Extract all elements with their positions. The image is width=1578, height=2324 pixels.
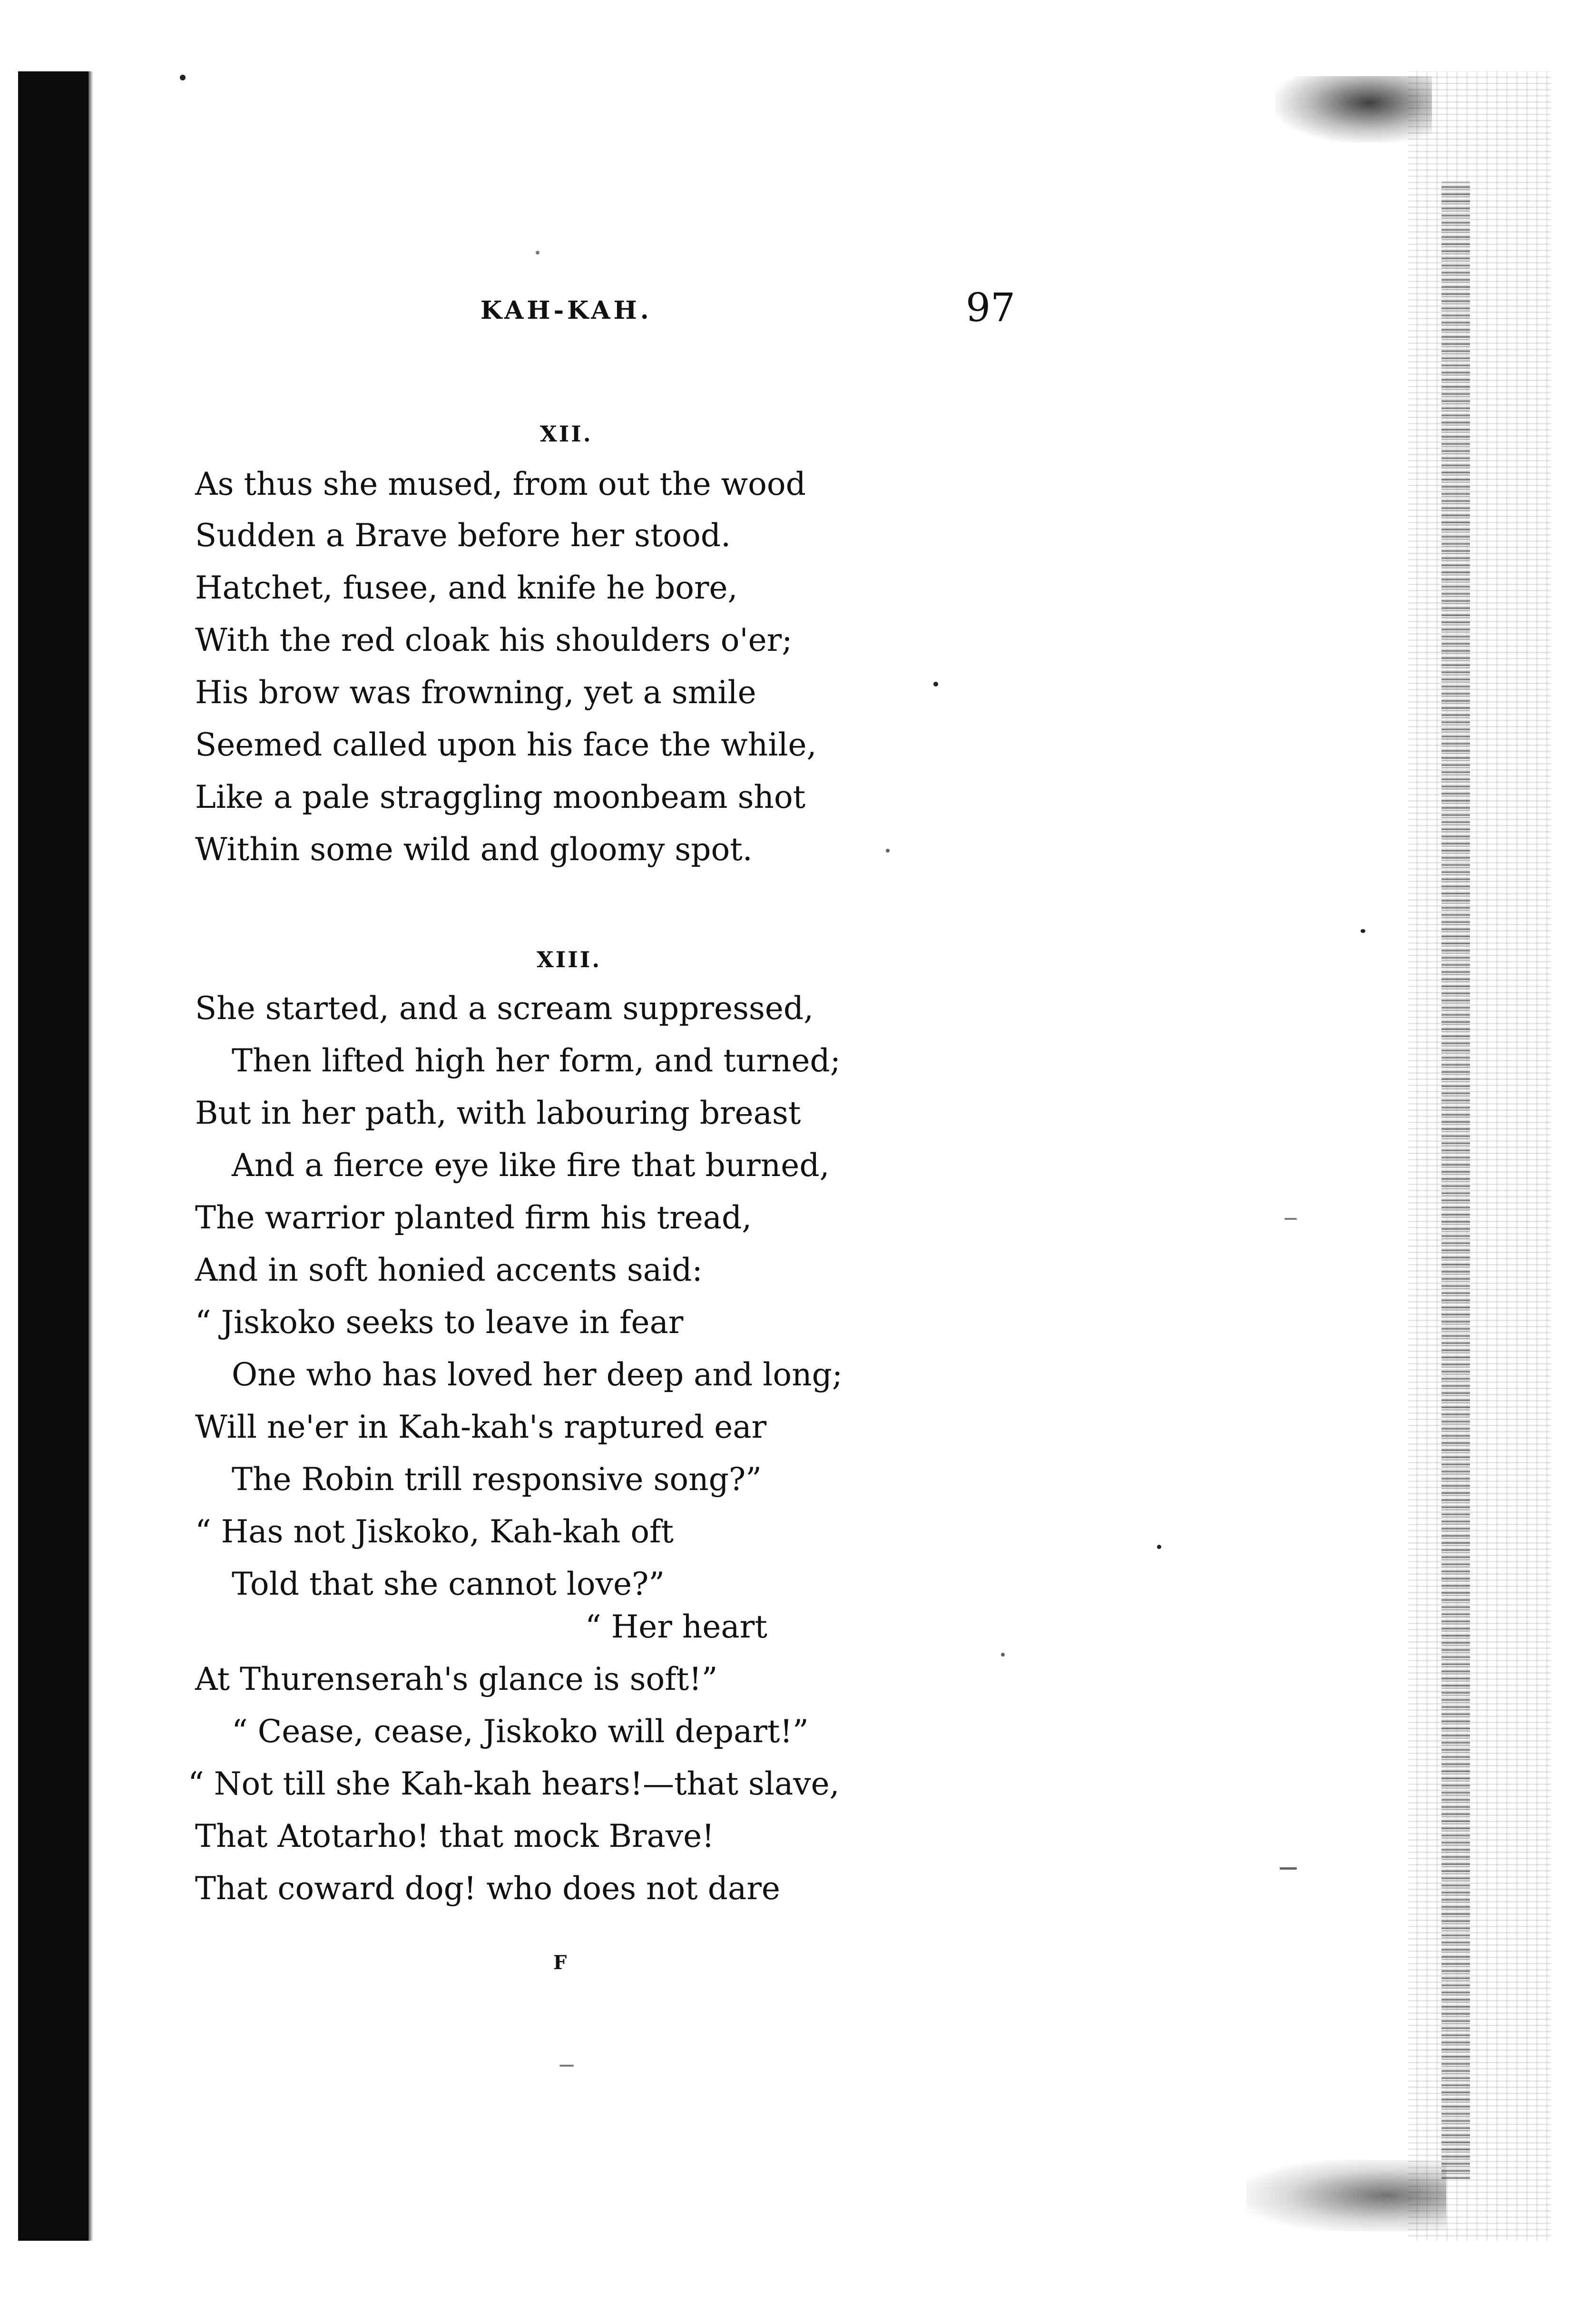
scan-blot-bottom (1246, 2160, 1446, 2231)
stanza-line: As thus she mused, from out the wood (195, 466, 806, 502)
stanza-line: Seemed called upon his face the while, (195, 726, 817, 763)
stanza-line: She started, and a scream suppressed, (195, 990, 814, 1027)
stanza-line: Then lifted high her form, and turned; (232, 1042, 841, 1079)
stanza-line: At Thurenserah's glance is soft!” (195, 1661, 718, 1697)
scan-blot-top (1275, 76, 1432, 143)
stanza-line: With the red cloak his shoulders o'er; (195, 622, 793, 658)
binding-shadow (88, 71, 93, 2241)
stanza-line: Like a pale straggling moonbeam shot (195, 779, 806, 815)
scan-speck (1280, 1867, 1297, 1870)
scan-speck (1001, 1653, 1005, 1657)
stanza-line: And in soft honied accents said: (195, 1252, 703, 1288)
stanza-line: That coward dog! who does not dare (195, 1870, 780, 1907)
stanza-line: Will ne'er in Kah-kah's raptured ear (195, 1409, 767, 1445)
stanza-line: Within some wild and gloomy spot. (195, 831, 753, 868)
scan-speck (559, 2065, 574, 2067)
scan-speck (536, 251, 539, 255)
stanza-line: One who has loved her deep and long; (232, 1356, 843, 1393)
stanza-line: “ Jiskoko seeks to leave in fear (195, 1304, 684, 1341)
scan-speck (1284, 1218, 1297, 1220)
stanza-line: Sudden a Brave before her stood. (195, 517, 731, 554)
stanza-line: His brow was frowning, yet a smile (195, 674, 756, 711)
stanza-line: “ Has not Jiskoko, Kah-kah oft (195, 1513, 674, 1550)
stanza-line: The Robin trill responsive song?” (232, 1461, 762, 1498)
page-number: 97 (966, 285, 1016, 331)
stanza-numeral-xii: XII. (540, 421, 593, 447)
scan-speck (933, 682, 938, 686)
stanza-line: That Atotarho! that mock Brave! (195, 1818, 715, 1854)
scan-edge-strip (1441, 181, 1470, 2179)
stanza-line: “ Her heart (585, 1608, 767, 1645)
signature-mark: F (553, 1951, 567, 1974)
scan-speck (1157, 1545, 1161, 1549)
stanza-line: Told that she cannot love?” (232, 1566, 665, 1602)
running-title: KAH-KAH. (480, 296, 652, 325)
stanza-line: But in her path, with labouring breast (195, 1095, 801, 1131)
scan-edge-noise (1408, 71, 1551, 2241)
stanza-numeral-xiii: XIII. (537, 947, 602, 972)
stanza-line: The warrior planted firm his tread, (195, 1199, 752, 1236)
scan-speck (1361, 929, 1365, 933)
scan-speck (886, 849, 890, 853)
binding-edge (18, 71, 88, 2241)
stanza-line: Hatchet, fusee, and knife he bore, (195, 569, 738, 606)
scan-speck (180, 75, 186, 80)
stanza-line: “ Not till she Kah-kah hears!—that slave, (188, 1765, 840, 1802)
stanza-line: And a fierce eye like fire that burned, (232, 1147, 830, 1184)
stanza-line: “ Cease, cease, Jiskoko will depart!” (232, 1713, 809, 1750)
